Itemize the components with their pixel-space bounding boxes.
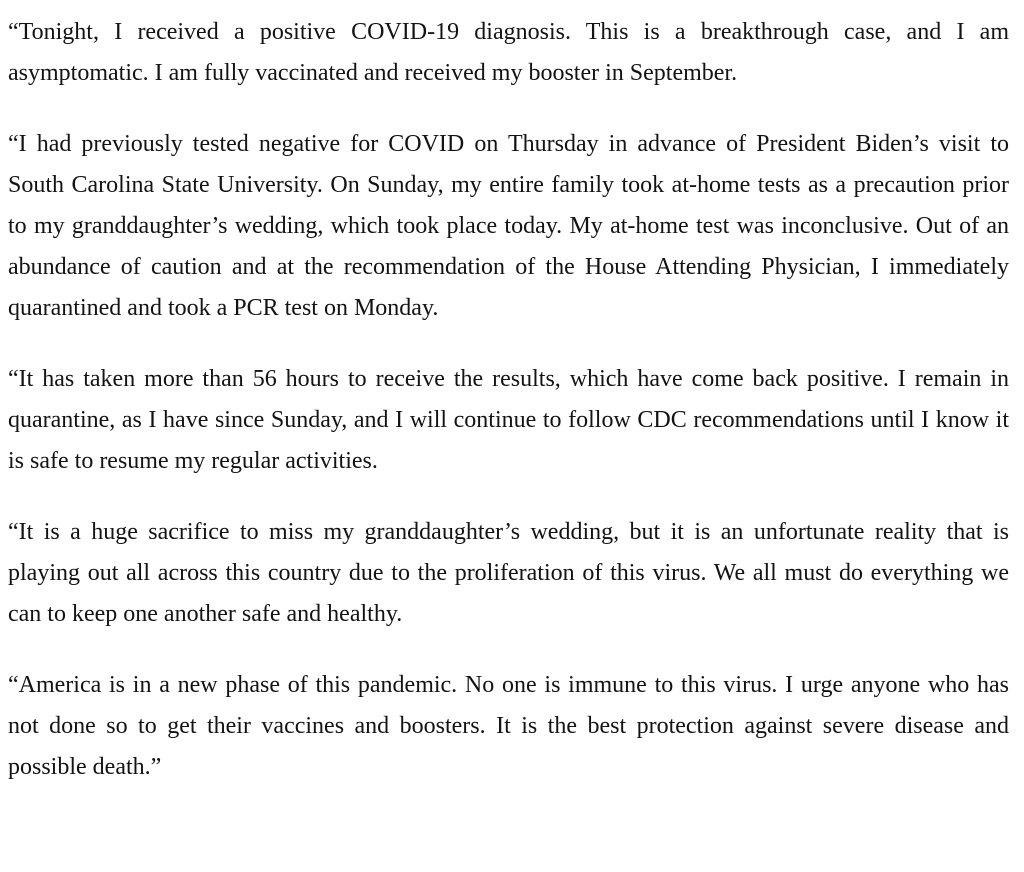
statement-paragraph-urging-vaccines: “America is in a new phase of this pandemic. No one is immune to this virus. I urge anyone who has not done so to get their vaccines and boosters. It is the best protection against severe disease and possible death.” bbox=[8, 672, 1009, 780]
statement-paragraph-sacrifice: “It is a huge sacrifice to miss my granddaughter’s wedding, but it is an unfortunate reality that is playing out all across this country due to the proliferation of this virus. We all must do everything we can to keep one another safe and healthy. bbox=[8, 519, 1009, 627]
statement-paragraph-results: “It has taken more than 56 hours to receive the results, which have come back positive. I remain in quarantine, as I have since Sunday, and I will continue to follow CDC recommendations until I know it is safe to resume my regular activities. bbox=[8, 366, 1009, 474]
statement-paragraph-testing-timeline: “I had previously tested negative for COVID on Thursday in advance of President Biden’s visit to South Carolina State University. On Sunday, my entire family took at-home tests as a precaution prior to my granddaughter’s wedding, which took place today. My at-home test was inconclusive. Out of an abundance of caution and at the recommendation of the House Attending Physician, I immediately quarantined and took a PCR test on Monday. bbox=[8, 131, 1009, 321]
statement-paragraph-diagnosis: “Tonight, I received a positive COVID-19 diagnosis. This is a breakthrough case, and I am asymptomatic. I am fully vaccinated and received my booster in September. bbox=[8, 19, 1009, 86]
